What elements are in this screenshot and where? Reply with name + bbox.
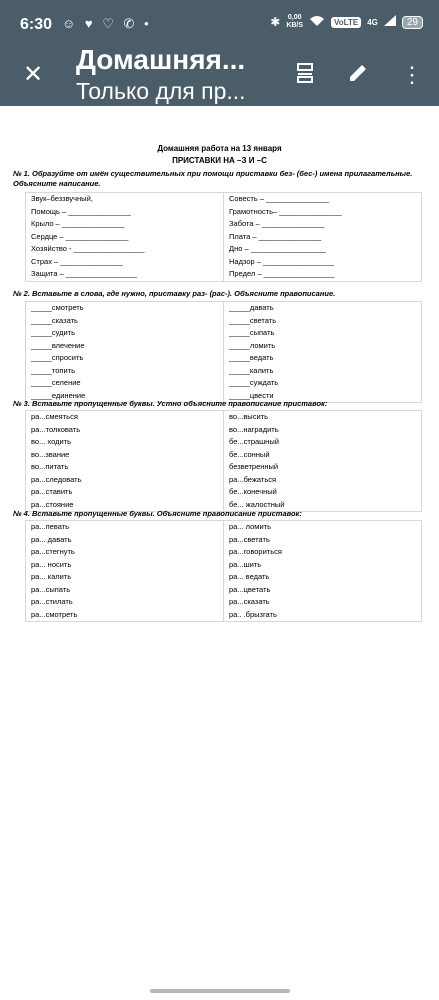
table-cell — [26, 411, 224, 512]
list-item: Сердце – _______________ — [31, 231, 129, 241]
list-item: _____спросить — [31, 353, 84, 362]
list-item: во...высить — [229, 412, 268, 421]
document-page[interactable] — [0, 106, 439, 966]
list-item: ра...ставить — [31, 487, 73, 496]
list-item: Совесть – _______________ — [229, 194, 329, 203]
list-item: Хозяйство - _________________ — [31, 244, 145, 253]
table-task-2 — [25, 301, 422, 403]
status-time: 6:30 — [20, 16, 53, 33]
notification-icons — [62, 16, 152, 32]
list-item: ра...смеяться — [31, 412, 78, 421]
list-item: бе... жалостный — [229, 499, 285, 509]
reader-mode-icon[interactable] — [292, 62, 318, 88]
list-item: бе...страшный — [229, 437, 279, 446]
list-item: ра...смотреть — [31, 609, 78, 619]
list-item: ра...певать — [31, 522, 70, 531]
list-item: Дно – __________________ — [229, 244, 326, 253]
list-item: Страх – _______________ — [31, 256, 123, 266]
list-item: _____топить — [31, 365, 75, 375]
list-item: ра... ведать — [229, 572, 270, 581]
list-item: ра...говориться — [229, 547, 282, 556]
home-indicator[interactable] — [150, 989, 290, 993]
signal-icon — [384, 15, 396, 29]
table-task-4 — [25, 520, 422, 622]
list-item: ра...стегнуть — [31, 547, 75, 556]
list-item: Грамотность– _______________ — [229, 206, 342, 216]
list-item: _____суждать — [229, 378, 279, 387]
list-item: Звук–беззвучный, — [31, 194, 93, 203]
list-item: _____смотреть — [31, 303, 84, 312]
list-item: _____ведать — [229, 353, 274, 362]
list-item: _____цвести — [229, 390, 274, 400]
list-item: во...питать — [31, 462, 69, 471]
list-item: бе...конечный — [229, 487, 277, 496]
doc-subheading: ПРИСТАВКИ НА –З И –С — [172, 156, 267, 165]
list-item: ра...толковать — [31, 424, 81, 434]
list-item: безветренный — [229, 462, 279, 471]
task-3: № 3. Вставьте пропущенные буквы. Устно объясните правописание приставок: — [13, 399, 328, 408]
volte-badge: VoLTE — [331, 17, 361, 28]
heart-outline-notification-icon: ♡ — [102, 16, 117, 31]
list-item: ра... ломить — [229, 522, 271, 531]
list-item: во... ходить — [31, 437, 71, 446]
list-item: Защита – _________________ — [31, 269, 137, 278]
bluetooth-icon: ✱ — [270, 15, 281, 29]
call-notification-icon: ✆ — [123, 16, 138, 31]
dot-notification-icon: • — [144, 16, 152, 31]
list-item: ра...бежаться — [229, 474, 277, 484]
network-speed — [286, 14, 303, 30]
table-cell — [224, 193, 422, 282]
list-item: _____калить — [229, 365, 274, 375]
list-item: во...наградить — [229, 424, 279, 434]
battery-icon: 29 — [402, 16, 423, 29]
task-2: № 2. Вставьте в слова, где нужно, приставку раз- (рас-). Объясните правописание. — [13, 289, 336, 298]
edit-pencil-icon[interactable] — [345, 62, 371, 88]
app-notification-icon: ☺ — [62, 16, 79, 31]
list-item: _____единение — [31, 390, 86, 400]
list-item: Надзор – _________________ — [229, 256, 334, 266]
list-item: _____влечение — [31, 340, 85, 350]
list-item: Помощь – _______________ — [31, 206, 131, 216]
list-item: ра... давать — [31, 534, 72, 544]
list-item: Забота – _______________ — [229, 219, 325, 228]
list-item: _____ломить — [229, 340, 276, 350]
list-item: ра...стилать — [31, 597, 73, 606]
list-item: ра...сыпать — [31, 584, 71, 594]
table-cell — [26, 521, 224, 622]
network-speed-unit: KB/S — [286, 22, 304, 29]
table-task-1 — [25, 192, 422, 282]
more-options-icon[interactable]: ⋮ — [401, 62, 423, 87]
list-item: _____светать — [229, 315, 277, 325]
list-item: _____судить — [31, 328, 76, 337]
list-item: ра.. .брызгать — [229, 609, 277, 619]
list-item: ра...следовать — [31, 474, 82, 484]
table-cell — [224, 302, 422, 403]
status-right — [270, 14, 423, 30]
network-speed-value: 0,00 — [287, 14, 302, 21]
list-item: Плата – _______________ — [229, 231, 322, 241]
list-item: _____сыпать — [229, 328, 275, 337]
doc-heading: Домашняя работа на 13 января — [157, 144, 282, 153]
task-1: № 1. Образуйте от имён существительных при помощи приставки без- (бес-) имена прилагательные. Объясните написание. — [13, 169, 413, 188]
table-cell — [26, 302, 224, 403]
table-cell — [224, 411, 422, 512]
list-item: ра...шить — [229, 559, 262, 569]
list-item: ра... носить — [31, 559, 72, 569]
table-task-3 — [25, 410, 422, 512]
list-item: _____давать — [229, 303, 274, 312]
list-item: ра...светать — [229, 534, 270, 544]
list-item: бе...сонный — [229, 449, 270, 459]
document-title: Домашняя... — [76, 44, 246, 75]
wifi-icon — [309, 15, 325, 30]
list-item: Крыло – _______________ — [31, 219, 125, 228]
document-subtitle: Только для пр... — [76, 78, 246, 104]
status-bar — [0, 0, 439, 48]
list-item: _____селение — [31, 378, 81, 387]
app-toolbar — [0, 44, 439, 106]
heart-notification-icon: ♥ — [84, 16, 96, 31]
list-item: ра... калить — [31, 572, 72, 581]
task-4: № 4. Вставьте пропущенные буквы. Объясните правописание приставок: — [13, 509, 302, 518]
list-item: ра...цветать — [229, 584, 271, 594]
table-cell — [224, 521, 422, 622]
list-item: _____сказать — [31, 315, 78, 325]
list-item: ра...сказать — [229, 597, 270, 606]
list-item: Предел – _________________ — [229, 269, 335, 278]
network-type: 4G — [367, 17, 378, 27]
close-icon[interactable]: ✕ — [22, 61, 44, 88]
table-cell — [26, 193, 224, 282]
list-item: во...звание — [31, 449, 70, 459]
list-item: ра...стояние — [31, 499, 74, 509]
